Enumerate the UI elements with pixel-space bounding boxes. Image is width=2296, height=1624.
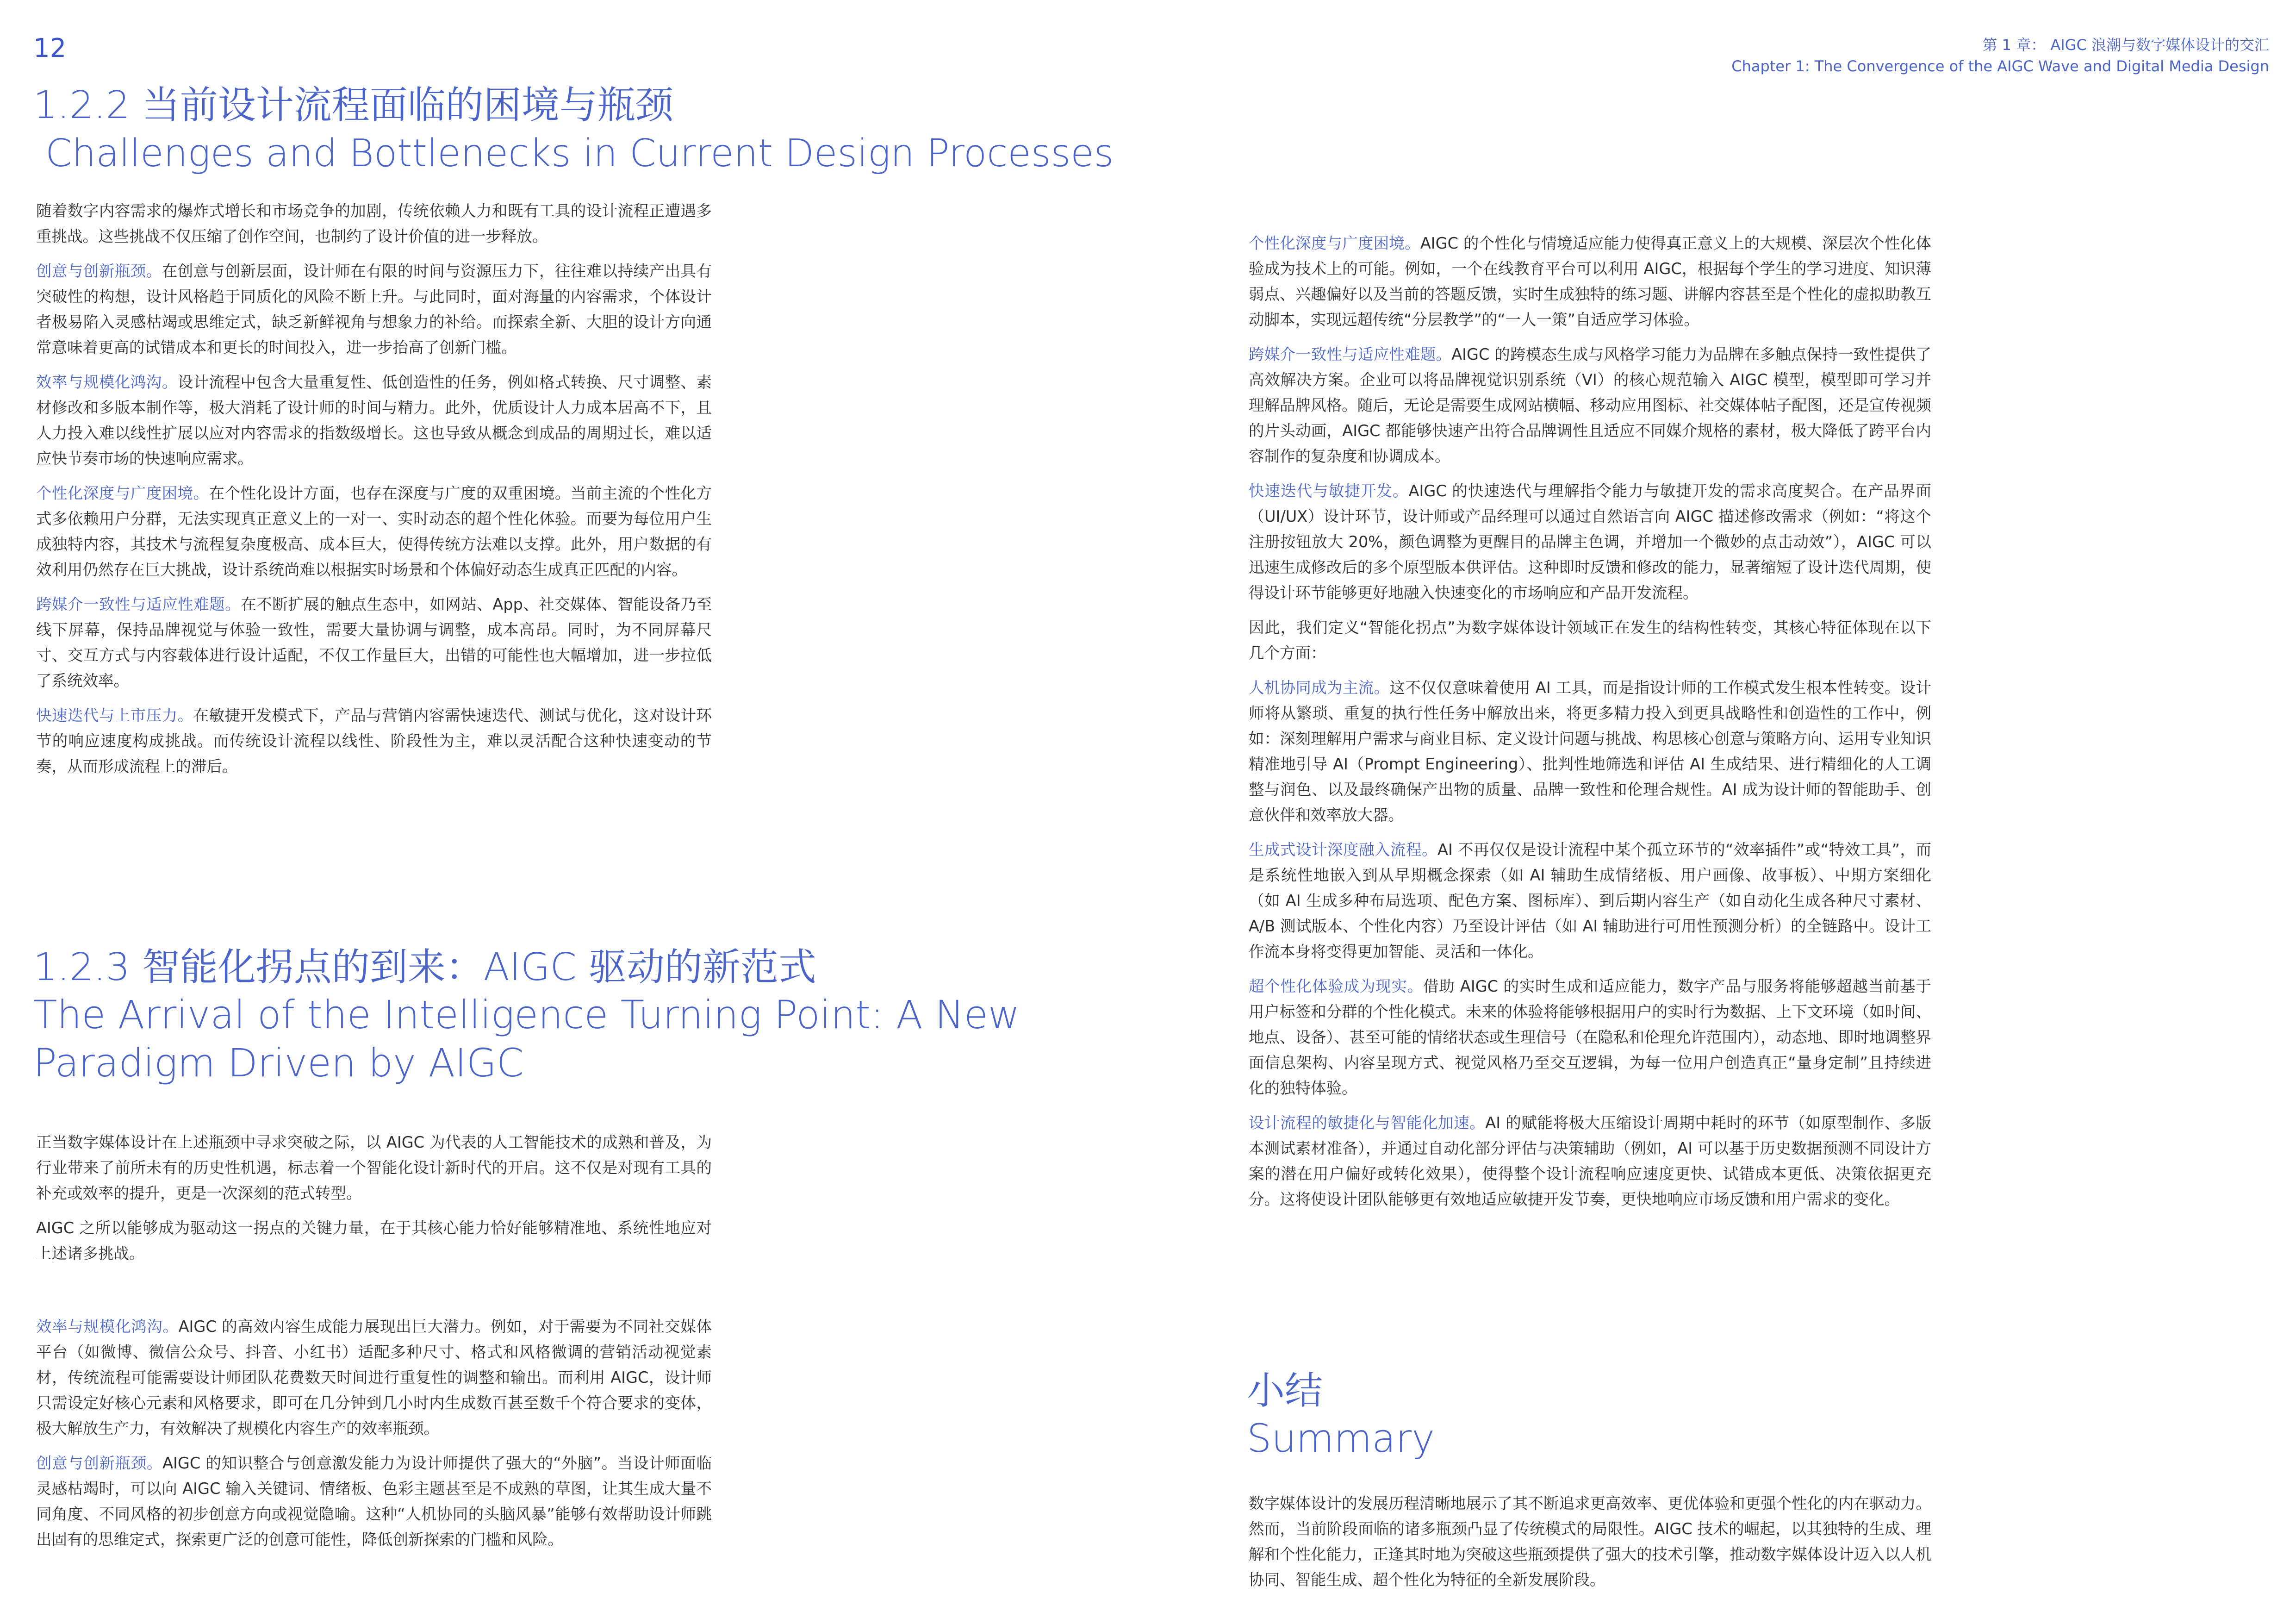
section-123-intro-1: 正当数字媒体设计在上述瓶颈中寻求突破之际，以 AIGC 为代表的人工智能技术的成熟和普及，为行业带来了前所未有的历史性机遇，标志着一个智能化设计新时代的开启。这不仅是对现有工具的补充或效率的提升，更是一次深刻的范式转型。 [36,1133,712,1202]
page-number: 12 [33,33,67,63]
feature-paragraph [1249,675,1931,828]
feature-text: 这不仅仅意味着使用 AI 工具，而是指设计师的工作模式发生根本性转变。设计师将从繁琐、重复的执行性任务中解放出来，将更多精力投入到更具战略性和创造性的工作中，例如：深刻理解用户需求与商业目标、定义设计问题与挑战、构思核心创意与策略方向、运用专业知识精准地引导 AI（Prompt Engineering）、批判性地筛选和评估 AI 生成结果、进行精细化的人工调整与润色、以及最终确保产出物的质量、品牌一致性和伦理合规性。AI 成为设计师的智能助手、创意伙伴和效率放大器。 [1249,679,1932,824]
paragraph [36,1450,712,1552]
paragraph [1249,231,1931,332]
feature-paragraph [1249,837,1931,964]
paragraph [1249,342,1931,469]
paragraph-text: 在创意与创新层面，设计师在有限的时间与资源压力下，往往难以持续产出具有突破性的构想，设计风格趋于同质化的风险不断上升。与此同时，面对海量的内容需求，个体设计者极易陷入灵感枯竭或思维定式，缺乏新鲜视角与想象力的补给。而探索全新、大胆的设计方向通常意味着更高的试错成本和更长的时间投入，进一步抬高了创新门槛。 [36,262,712,356]
section-123-items-right [1249,231,1931,1221]
summary-text: 数字媒体设计的发展历程清晰地展示了其不断追求更高效率、更优体验和更强个性化的内在驱动力。然而，当前阶段面临的诸多瓶颈凸显了传统模式的局限性。AIGC 技术的崛起，以其独特的生成、理解和个性化能力，正逢其时地为突破这些瓶颈提供了强大的技术引擎，推动数字媒体设计迈入以人机协同、智能生成、超个性化为特征的全新发展阶段。 [1249,1494,1931,1589]
paragraph-text: 设计流程中包含大量重复性、低创造性的任务，例如格式转换、尺寸调整、素材修改和多版本制作等，极大消耗了设计师的时间与精力。此外，优质设计人力成本居高不下，且人力投入难以线性扩展以应对内容需求的指数级增长。这也导致从概念到成品的周期过长，难以适应快节奏市场的快速响应需求。 [36,373,712,468]
paragraph-text: AIGC 的快速迭代与理解指令能力与敏捷开发的需求高度契合。在产品界面（UI/UX）设计环节，设计师或产品经理可以通过自然语言向 AIGC 描述修改需求（例如：“将这个注册按钮放大 20%，颜色调整为更醒目的品牌主色调，并增加一个微妙的点击动效”），AIGC 可以迅速生成修改后的多个原型版本供评估。这种即时反馈和修改的能力，显著缩短了设计迭代周期，使得设计环节能够更好地融入快速变化的市场响应和产品开发流程。 [1249,482,1932,602]
summary-body [1249,1491,1931,1602]
paragraph-label: 快速迭代与上市压力。 [36,706,193,725]
paragraph-text: AIGC 的跨模态生成与风格学习能力为品牌在多触点保持一致性提供了高效解决方案。企业可以将品牌视觉识别系统（VI）的核心规范输入 AIGC 模型，模型即可学习并理解品牌风格。随后，无论是需要生成网站横幅、移动应用图标、社交媒体帖子配图，还是宣传视频的片头动画，AIGC 都能够快速产出符合品牌调性且适应不同媒介规格的素材，极大降低了跨平台内容制作的复杂度和协调成本。 [1249,345,1932,465]
feature-text: AI 不再仅仅是设计流程中某个孤立环节的“效率插件”或“特效工具”，而是系统性地嵌入到从早期概念探索（如 AI 辅助生成情绪板、用户画像、故事板）、中期方案细化（如 AI 生成多种布局选项、配色方案、图标库）、到后期内容生产（如自动化生成各种尺寸素材、A/B 测试版本、个性化内容）乃至设计评估（如 AI 辅助进行可用性预测分析）的全链路中。设计工作流本身将变得更加智能、灵活和一体化。 [1249,841,1932,961]
summary-heading-zh: 小结 [1247,1369,1323,1413]
section-123-intro-2: AIGC 之所以能够成为驱动这一拐点的关键力量，在于其核心能力恰好能够精准地、系统性地应对上述诸多挑战。 [36,1219,712,1262]
section-123-intro-block [36,1130,712,1275]
paragraph [36,258,712,360]
running-header-en: Chapter 1: The Convergence of the AIGC Wave and Digital Media Design [1731,57,2269,75]
feature-paragraph [1249,1110,1931,1212]
paragraph [36,703,712,779]
running-header-zh: 第 1 章： AIGC 浪潮与数字媒体设计的交汇 [1982,36,2269,54]
paragraph [36,481,712,582]
section-122-heading-en: Challenges and Bottlenecks in Current Design Processes [33,131,1114,175]
section-123-items-left [36,1314,712,1562]
feature-text: 借助 AIGC 的实时生成和适应能力，数字产品与服务将能够超越当前基于用户标签和分群的个性化模式。未来的体验将能够根据用户的实时行为数据、上下文环境（如时间、地点、设备）、甚至可能的情绪状态或生理信号（在隐私和伦理允许范围内），动态地、即时地调整界面信息架构、内容呈现方式、视觉风格乃至交互逻辑，为每一位用户创造真正“量身定制”且持续进化的独特体验。 [1249,977,1931,1097]
section-122-heading-zh: 1.2.2 当前设计流程面临的困境与瓶颈 [33,83,673,127]
paragraph-label: 跨媒介一致性与适应性难题。 [36,595,241,613]
paragraph-label: 跨媒介一致性与适应性难题。 [1249,345,1452,363]
paragraph-label: 效率与规模化鸿沟。 [36,1318,179,1336]
paragraph-label: 快速迭代与敏捷开发。 [1249,482,1409,500]
section-122-body [36,198,712,788]
paragraph [36,1314,712,1441]
section-123-heading-zh: 1.2.3 智能化拐点的到来：AIGC 驱动的新范式 [33,945,816,989]
paragraph-label: 创意与创新瓶颈。 [36,262,162,280]
feature-label: 人机协同成为主流。 [1249,679,1390,697]
paragraph-label: 个性化深度与广度困境。 [36,484,209,502]
section-123-heading-en: The Arrival of the Intelligence Turning Point: A New Paradigm Driven by AIGC [33,992,1020,1086]
section-122-intro: 随着数字内容需求的爆炸式增长和市场竞争的加剧，传统依赖人力和既有工具的设计流程正遭遇多重挑战。这些挑战不仅压缩了创作空间，也制约了设计价值的进一步释放。 [36,202,712,245]
feature-label: 生成式设计深度融入流程。 [1249,841,1438,859]
paragraph [36,592,712,693]
feature-label: 设计流程的敏捷化与智能化加速。 [1249,1114,1486,1132]
paragraph [1249,478,1931,606]
paragraph-text: 在个性化设计方面，也存在深度与广度的双重困境。当前主流的个性化方式多依赖用户分群，无法实现真正意义上的一对一、实时动态的超个性化体验。而要为每位用户生成独特内容，其技术与流程复杂度极高、成本巨大，使得传统方法难以支撑。此外，用户数据的有效利用仍然存在巨大挑战，设计系统尚难以根据实时场景和个体偏好动态生成真正匹配的内容。 [36,484,712,579]
paragraph-text: AIGC 的个性化与情境适应能力使得真正意义上的大规模、深层次个性化体验成为技术上的可能。例如，一个在线教育平台可以利用 AIGC，根据每个学生的学习进度、知识薄弱点、兴趣偏好以及当前的答题反馈，实时生成独特的练习题、讲解内容甚至是个性化的虚拟助教互动脚本，实现远超传统“分层教学”的“一人一策”自适应学习体验。 [1249,234,1932,329]
paragraph-text: AIGC 的高效内容生成能力展现出巨大潜力。例如，对于需要为不同社交媒体平台（如微博、微信公众号、抖音、小红书）适配多种尺寸、格式和风格微调的营销活动视觉素材，传统流程可能需要设计师团队花费数天时间进行重复性的调整和输出。而利用 AIGC，设计师只需设定好核心元素和风格要求，即可在几分钟到几小时内生成数百甚至数千个符合要求的变体，极大解放生产力，有效解决了规模化内容生产的效率瓶颈。 [36,1318,712,1437]
defined-intro: 因此，我们定义“智能化拐点”为数字媒体设计领域正在发生的结构性转变，其核心特征体现在以下几个方面： [1249,618,1931,662]
running-header [1731,34,2269,77]
paragraph-label: 个性化深度与广度困境。 [1249,234,1420,252]
summary-heading-en: Summary [1247,1416,1435,1461]
paragraph-label: 创意与创新瓶颈。 [36,1454,163,1472]
paragraph-text: AIGC 的知识整合与创意激发能力为设计师提供了强大的“外脑”。当设计师面临灵感枯竭时，可以向 AIGC 输入关键词、情绪板、色彩主题甚至是不成熟的草图，让其生成大量不同角度、不同风格的初步创意方向或视觉隐喻。这种“人机协同的头脑风暴”能够有效帮助设计师跳出固有的思维定式，探索更广泛的创意可能性，降低创新探索的门槛和风险。 [36,1454,712,1549]
paragraph-text: 在不断扩展的触点生态中，如网站、App、社交媒体、智能设备乃至线下屏幕，保持品牌视觉与体验一致性，需要大量协调与调整，成本高昂。同时，为不同屏幕尺寸、交互方式与内容载体进行设计适配，不仅工作量巨大，出错的可能性也大幅增加，进一步拉低了系统效率。 [36,595,712,690]
paragraph-text: 在敏捷开发模式下，产品与营销内容需快速迭代、测试与优化，这对设计环节的响应速度构成挑战。而传统设计流程以线性、阶段性为主，难以灵活配合这种快速变动的节奏，从而形成流程上的滞后。 [36,706,712,775]
feature-paragraph [1249,974,1931,1101]
feature-label: 超个性化体验成为现实。 [1249,977,1423,995]
feature-text: AI 的赋能将极大压缩设计周期中耗时的环节（如原型制作、多版本测试素材准备），并通过自动化部分评估与决策辅助（例如，AI 可以基于历史数据预测不同设计方案的潜在用户偏好或转化效果），使得整个设计流程响应速度更快、试错成本更低、决策依据更充分。这将使设计团队能够更有效地适应敏捷开发节奏，更快地响应市场反馈和用户需求的变化。 [1249,1114,1932,1208]
paragraph [36,369,712,471]
paragraph-label: 效率与规模化鸿沟。 [36,373,178,391]
